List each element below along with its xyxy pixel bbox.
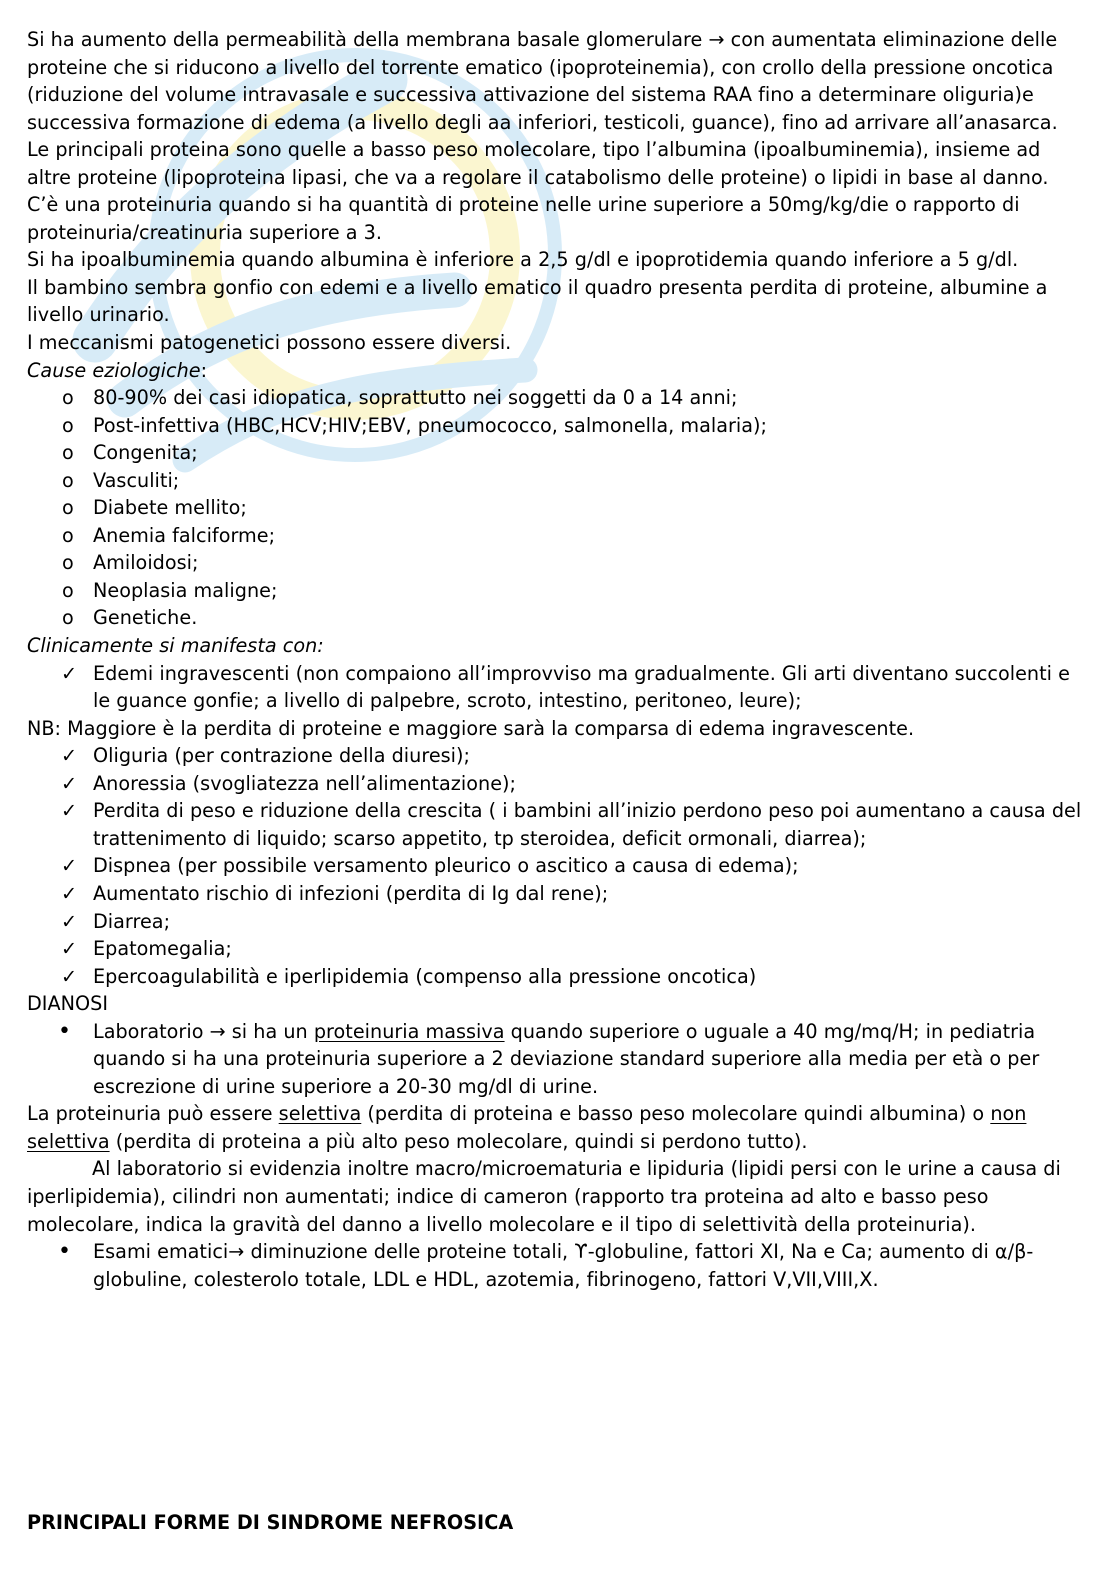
underlined-term: non selettiva	[27, 1102, 1027, 1153]
list-item: ✓ Aumentato rischio di infezioni (perdita di Ig dal rene);	[27, 880, 1086, 908]
intro-paragraph-1: Si ha aumento della permeabilità della membrana basale glomerulare → con aumentata eliminazione delle proteine che si riducono a livello del torrente ematico (ipoproteinemia), con crollo della pressione oncotica (riduzione del volume intravasale e successiva attivazione del sistema RAA fino a determinare oliguria)e successiva formazione di edema (a livello degli aa inferiori, testicoli, guance), fino ad arrivare all’anasarca.	[27, 28, 1058, 134]
intro-paragraph-5: Il bambino sembra gonfio con edemi e a livello ematico il quadro presenta perdita di proteine, albumine a livello urinario.	[27, 275, 1048, 327]
underlined-term: proteinuria massiva	[313, 1019, 505, 1043]
cause-list	[27, 384, 1086, 632]
bullet-o-icon: o	[62, 578, 74, 602]
intro-paragraph-6: I meccanismi patogenetici possono essere diversi.	[27, 331, 512, 355]
diagnosi-list-lab	[27, 1018, 1086, 1101]
bullet-dot-icon: •	[58, 1239, 71, 1265]
list-item: ✓ Epercoagulabilità e iperlipidemia (compenso alla pressione oncotica)	[27, 963, 1086, 991]
diagnosi-list-esami	[27, 1238, 1086, 1293]
intro-paragraph-4: Si ha ipoalbuminemia quando albumina è inferiore a 2,5 g/dl e ipoprotidemia quando inferiore a 5 g/dl.	[27, 248, 1019, 272]
checkmark-icon: ✓	[61, 937, 78, 961]
bullet-o-icon: o	[62, 386, 74, 410]
list-item: o Anemia falciforme;	[27, 522, 1086, 550]
bullet-o-icon: o	[62, 496, 74, 520]
list-item: ✓ Diarrea;	[27, 908, 1086, 936]
list-item: o Vasculiti;	[27, 467, 1086, 495]
bullet-o-icon: o	[62, 413, 74, 437]
list-item: o Congenita;	[27, 439, 1086, 467]
list-item: • Laboratorio → si ha un proteinuria massiva quando superiore o uguale a 40 mg/mq/H; in pediatria quando si ha una proteinuria superiore a 2 deviazione standard superiore alla media per età o per escrezione di urine superiore a 20-30 mg/dl di urine.	[58, 1018, 1040, 1098]
section-heading: PRINCIPALI FORME DI SINDROME NEFROSICA	[27, 1511, 514, 1534]
list-item: o Neoplasia maligne;	[27, 577, 1086, 605]
bullet-o-icon: o	[62, 606, 74, 630]
laboratorio-paragraph: Al laboratorio si evidenzia inoltre macro/microematuria e lipiduria (lipidi persi con le urine a causa di iperlipidemia), cilindri non aumentati; indice di cameron (rapporto tra proteina ad alto e basso peso molecolare, indica la gravità del danno a livello molecolare e il tipo di selettività della proteinuria).	[27, 1157, 1061, 1236]
list-item: ✓ Perdita di peso e riduzione della crescita ( i bambini all’inizio perdono peso poi aumentano a causa del trattenimento di liquido; scarso appetito, tp steroidea, deficit ormonali, diarrea);	[61, 799, 1082, 850]
list-item: o Genetiche.	[27, 604, 1086, 632]
underlined-term: selettiva	[278, 1102, 362, 1126]
bullet-dot-icon: •	[58, 1018, 71, 1044]
clinica-heading: Clinicamente si manifesta con:	[27, 634, 324, 658]
list-item: o Diabete mellito;	[27, 494, 1086, 522]
list-item: ✓ Dispnea (per possibile versamento pleurico o ascitico a causa di edema);	[27, 852, 1086, 880]
bullet-o-icon: o	[62, 523, 74, 547]
list-item: ✓ Anoressia (svogliatezza nell’alimentazione);	[27, 770, 1086, 798]
list-item: • Esami ematici→ diminuzione delle proteine totali, ϒ-globuline, fattori XI, Na e Ca; aumento di α/β-globuline, colesterolo totale, LDL e HDL, azotemia, fibrinogeno, fattori V,VII,VIII,X.	[58, 1239, 1034, 1291]
bullet-o-icon: o	[62, 551, 74, 575]
list-item: ✓ Edemi ingravescenti (non compaiono all’improvviso ma gradualmente. Gli arti diventano succolenti e le guance gonfie; a livello di palpebre, scroto, intestino, peritoneo, leure);	[61, 661, 1070, 713]
diagnosi-heading: DIANOSI	[27, 992, 108, 1016]
list-item: ✓ Epatomegalia;	[27, 935, 1086, 963]
checkmark-icon: ✓	[61, 964, 78, 988]
checkmark-icon: ✓	[61, 661, 78, 685]
clinica-list-first	[27, 660, 1086, 715]
cause-title: Cause eziologiche	[27, 358, 201, 382]
checkmark-icon: ✓	[61, 909, 78, 933]
checkmark-icon: ✓	[61, 854, 78, 878]
intro-paragraph-2: Le principali proteina sono quelle a basso peso molecolare, tipo l’albumina (ipoalbuminemia), insieme ad altre proteine (lipoproteina lipasi, che va a regolare il catabolismo delle proteine) o lipidi in base al danno.	[27, 138, 1049, 189]
cause-colon: :	[200, 358, 208, 382]
list-item: o 80-90% dei casi idiopatica, soprattutto nei soggetti da 0 a 14 anni;	[27, 384, 1086, 412]
checkmark-icon: ✓	[61, 771, 78, 795]
checkmark-icon: ✓	[61, 881, 78, 905]
selettivita-paragraph: La proteinuria può essere selettiva (perdita di proteina e basso peso molecolare quindi albumina) o non selettiva (perdita di proteina a più alto peso molecolare, quindi si perdono tutto).	[27, 1102, 1027, 1153]
list-item: ✓ Oliguria (per contrazione della diuresi);	[27, 742, 1086, 770]
bullet-o-icon: o	[62, 441, 74, 465]
clinica-list	[27, 742, 1086, 990]
list-item: o Amiloidosi;	[27, 549, 1086, 577]
checkmark-icon: ✓	[61, 799, 78, 823]
nb-note: NB: Maggiore è la perdita di proteine e maggiore sarà la comparsa di edema ingravescente.	[27, 716, 915, 740]
cause-heading	[27, 357, 1086, 385]
intro-paragraph-3: C’è una proteinuria quando si ha quantità di proteine nelle urine superiore a 50mg/kg/die o rapporto di proteinuria/creatinuria superiore a 3.	[27, 193, 1020, 244]
bullet-o-icon: o	[62, 468, 74, 492]
list-item: o Post-infettiva (HBC,HCV;HIV;EBV, pneumococco, salmonella, malaria);	[27, 412, 1086, 440]
checkmark-icon: ✓	[61, 744, 78, 768]
